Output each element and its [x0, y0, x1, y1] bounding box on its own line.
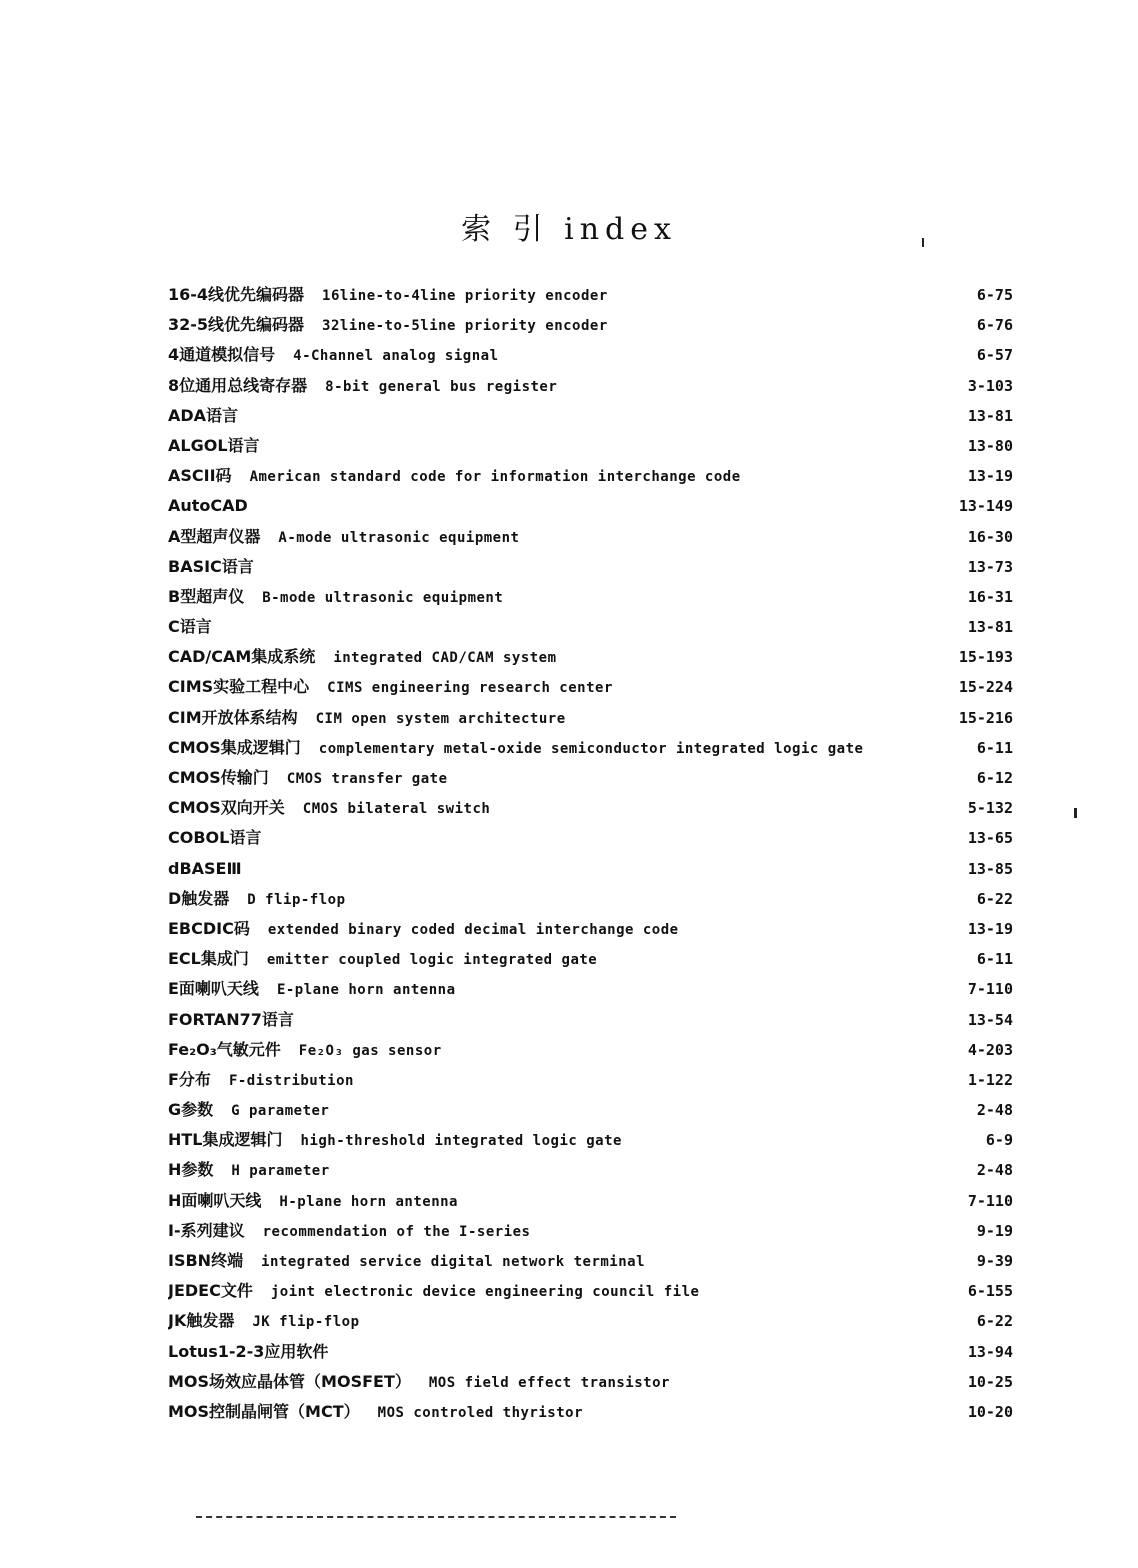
term-chinese: CAD/CAM集成系统: [168, 647, 316, 667]
index-entry: [168, 552, 1013, 582]
index-term: [168, 884, 346, 915]
index-term: [168, 1005, 312, 1035]
term-chinese: B型超声仪: [168, 586, 245, 606]
index-term: [168, 431, 278, 461]
index-term: [168, 582, 503, 613]
index-entry: [168, 401, 1013, 431]
page-reference: 7-110: [967, 1191, 1013, 1210]
index-entry: [168, 491, 1013, 521]
page-reference: 15-224: [958, 678, 1013, 697]
page-reference: 1-122: [967, 1070, 1013, 1089]
page-reference: 13-54: [967, 1010, 1013, 1029]
term-chinese: H面喇叭天线: [168, 1190, 262, 1210]
term-chinese: 4通道模拟信号: [168, 345, 276, 365]
index-entry: [168, 1095, 1013, 1125]
term-chinese: BASIC语言: [168, 556, 254, 576]
term-english: extended binary coded decimal interchange code: [267, 921, 679, 938]
page-reference: 7-110: [967, 980, 1013, 999]
term-chinese: ALGOL语言: [168, 435, 260, 455]
index-entry: [168, 1397, 1013, 1427]
index-entry: [168, 884, 1013, 914]
page-reference: 15-193: [958, 648, 1013, 667]
term-english: integrated CAD/CAM system: [333, 650, 557, 667]
index-entry: [168, 914, 1013, 944]
term-english: CMOS transfer gate: [286, 771, 448, 787]
index-term: [168, 1276, 699, 1307]
index-entry: [168, 280, 1013, 310]
index-term: [168, 401, 256, 431]
index-list: [168, 280, 1013, 1427]
index-term: [168, 854, 260, 884]
index-entry: [168, 854, 1013, 884]
term-chinese: ECL集成门: [168, 949, 249, 969]
scan-mark: [922, 238, 924, 247]
page-reference: 6-155: [967, 1282, 1013, 1301]
term-english: F-distribution: [228, 1072, 354, 1089]
index-entry: [168, 1216, 1013, 1246]
index-term: [168, 1155, 330, 1186]
index-term: [168, 371, 557, 402]
scan-mark: [1074, 808, 1077, 818]
term-english: MOS controled thyristor: [377, 1404, 584, 1421]
page-reference: 10-25: [967, 1372, 1013, 1391]
term-chinese: AutoCAD: [168, 496, 248, 516]
page-reference: 2-48: [976, 1101, 1013, 1120]
page-title: 索 引 index: [461, 212, 677, 247]
term-chinese: ADA语言: [168, 405, 239, 425]
term-chinese: JEDEC文件: [168, 1281, 253, 1301]
index-entry: [168, 1035, 1013, 1065]
page-reference: 13-65: [967, 829, 1013, 848]
term-chinese: MOS场效应晶体管（MOSFET）: [168, 1371, 411, 1391]
page-reference: 6-75: [976, 286, 1013, 304]
index-entry: [168, 703, 1013, 733]
page-reference: 3-103: [967, 376, 1013, 395]
term-chinese: COBOL语言: [168, 828, 262, 848]
page-reference: 6-9: [985, 1131, 1013, 1150]
page-reference: 13-80: [967, 436, 1013, 455]
index-entry: [168, 461, 1013, 491]
index-term: [168, 1186, 458, 1217]
index-term: [168, 491, 266, 521]
index-entry: [168, 1337, 1013, 1367]
term-chinese: C语言: [168, 617, 212, 637]
page-reference: 13-85: [967, 859, 1013, 878]
index-term: [168, 1397, 583, 1428]
index-term: [168, 1337, 346, 1367]
term-english: high-threshold integrated logic gate: [300, 1133, 622, 1150]
index-term: [168, 552, 272, 582]
index-term: [168, 642, 557, 673]
index-entry: [168, 823, 1013, 853]
index-term: [168, 914, 679, 945]
index-entry: [168, 763, 1013, 793]
page-reference: 6-57: [976, 346, 1013, 365]
index-entry: [168, 1155, 1013, 1185]
page-reference: 6-11: [976, 950, 1013, 969]
term-english: B-mode ultrasonic equipment: [262, 589, 504, 606]
page-reference: 6-11: [976, 738, 1013, 757]
term-chinese: CIM开放体系结构: [168, 707, 298, 727]
term-english: joint electronic device engineering council file: [270, 1284, 700, 1301]
index-entry: [168, 1246, 1013, 1276]
page-reference: 13-81: [967, 618, 1013, 637]
term-chinese: I-系列建议: [168, 1220, 245, 1240]
index-entry: [168, 1186, 1013, 1216]
term-chinese: Fe₂O₃气敏元件: [168, 1039, 281, 1059]
term-chinese: dBASEⅢ: [168, 858, 242, 878]
term-chinese: H参数: [168, 1160, 214, 1180]
term-english: complementary metal-oxide semiconductor integrated logic gate: [318, 740, 864, 757]
term-english: American standard code for information interchange code: [249, 469, 741, 486]
index-term: [168, 944, 597, 975]
index-term: [168, 1125, 622, 1156]
index-term: [168, 310, 608, 341]
index-term: [168, 1306, 360, 1337]
index-entry: [168, 733, 1013, 763]
term-english: Fe₂O₃ gas sensor: [298, 1042, 442, 1059]
term-english: E-plane horn antenna: [276, 982, 456, 999]
term-chinese: 32-5线优先编码器: [168, 315, 305, 335]
term-english: H parameter: [231, 1163, 330, 1180]
page-reference: 5-132: [967, 799, 1013, 818]
term-chinese: CMOS双向开关: [168, 798, 285, 818]
term-english: D flip-flop: [247, 891, 346, 908]
index-entry: [168, 642, 1013, 672]
index-entry: [168, 612, 1013, 642]
index-entry: [168, 944, 1013, 974]
page-reference: 13-73: [967, 557, 1013, 576]
page-reference: 9-39: [976, 1252, 1013, 1270]
page-reference: 6-76: [976, 316, 1013, 335]
term-english: G parameter: [231, 1103, 330, 1120]
index-term: [168, 1246, 645, 1277]
page-reference: 16-31: [967, 587, 1013, 606]
term-chinese: ASCII码: [168, 466, 232, 486]
term-english: CMOS bilateral switch: [302, 801, 491, 818]
page-reference: 9-19: [976, 1221, 1013, 1240]
index-term: [168, 1035, 442, 1066]
term-english: MOS field effect transistor: [428, 1374, 670, 1391]
term-english: emitter coupled logic integrated gate: [266, 952, 598, 969]
index-term: [168, 1216, 530, 1247]
page-reference: 6-22: [976, 889, 1013, 908]
index-entry: [168, 340, 1013, 370]
term-chinese: JK触发器: [168, 1311, 235, 1331]
page-reference: 6-12: [976, 769, 1013, 787]
term-english: JK flip-flop: [252, 1314, 360, 1331]
term-chinese: F分布: [168, 1069, 211, 1089]
index-entry: [168, 672, 1013, 702]
index-term: [168, 340, 499, 371]
term-chinese: A型超声仪器: [168, 526, 261, 546]
term-english: 4-Channel analog signal: [293, 348, 499, 365]
index-term: [168, 1095, 329, 1126]
term-english: 8-bit general bus register: [325, 378, 558, 395]
term-english: CIMS engineering research center: [327, 680, 613, 697]
index-term: [168, 703, 566, 734]
term-chinese: CIMS实验工程中心: [168, 677, 310, 697]
page-reference: 13-19: [967, 467, 1013, 486]
index-entry: [168, 582, 1013, 612]
index-entry: [168, 310, 1013, 340]
index-term: [168, 1065, 354, 1096]
page-reference: 6-22: [976, 1312, 1013, 1331]
term-english: recommendation of the I-series: [262, 1223, 531, 1240]
term-english: 32line-to-5line priority encoder: [322, 318, 608, 335]
term-english: H-plane horn antenna: [279, 1193, 458, 1210]
page-reference: 4-203: [967, 1040, 1013, 1059]
index-entry: [168, 793, 1013, 823]
page-reference: 2-48: [976, 1161, 1013, 1180]
page-reference: 10-20: [967, 1402, 1013, 1421]
index-term: [168, 612, 230, 642]
term-english: CIM open system architecture: [315, 710, 566, 727]
term-chinese: ISBN终端: [168, 1251, 244, 1270]
page-reference: 16-30: [967, 527, 1013, 546]
page-reference: 13-94: [967, 1342, 1013, 1361]
term-chinese: CMOS集成逻辑门: [168, 737, 301, 757]
term-chinese: MOS控制晶闸管（MCT）: [168, 1401, 360, 1421]
index-entry: [168, 1065, 1013, 1095]
index-entry: [168, 431, 1013, 461]
term-chinese: 8位通用总线寄存器: [168, 375, 308, 395]
index-entry: [168, 1125, 1013, 1155]
term-chinese: EBCDIC码: [168, 918, 250, 938]
term-chinese: G参数: [168, 1100, 214, 1120]
page-reference: 15-216: [958, 708, 1013, 727]
index-entry: [168, 371, 1013, 401]
index-term: [168, 1367, 670, 1398]
page-reference: 13-149: [958, 497, 1013, 516]
page-reference: 13-19: [967, 919, 1013, 938]
term-chinese: Lotus1-2-3应用软件: [168, 1341, 329, 1361]
index-term: [168, 280, 608, 311]
index-entry: [168, 974, 1013, 1004]
term-chinese: CMOS传输门: [168, 768, 269, 787]
index-term: [168, 461, 741, 492]
index-term: [168, 733, 863, 764]
index-entry: [168, 1276, 1013, 1306]
footer-rule: [196, 1516, 676, 1518]
index-term: [168, 522, 519, 553]
term-chinese: D触发器: [168, 888, 230, 908]
index-term: [168, 974, 456, 1005]
index-entry: [168, 1306, 1013, 1336]
index-entry: [168, 1367, 1013, 1397]
index-entry: [168, 522, 1013, 552]
index-term: [168, 672, 613, 703]
term-chinese: 16-4线优先编码器: [168, 285, 305, 304]
term-english: A-mode ultrasonic equipment: [278, 529, 520, 546]
index-term: [168, 793, 490, 824]
index-term: [168, 823, 279, 853]
term-chinese: FORTAN77语言: [168, 1009, 294, 1029]
term-chinese: E面喇叭天线: [168, 979, 259, 999]
term-chinese: HTL集成逻辑门: [168, 1130, 283, 1150]
page-reference: 13-81: [967, 406, 1013, 425]
term-english: integrated service digital network terminal: [261, 1254, 646, 1270]
term-english: 16line-to-4line priority encoder: [322, 288, 608, 304]
index-term: [168, 763, 448, 794]
index-entry: [168, 1005, 1013, 1035]
